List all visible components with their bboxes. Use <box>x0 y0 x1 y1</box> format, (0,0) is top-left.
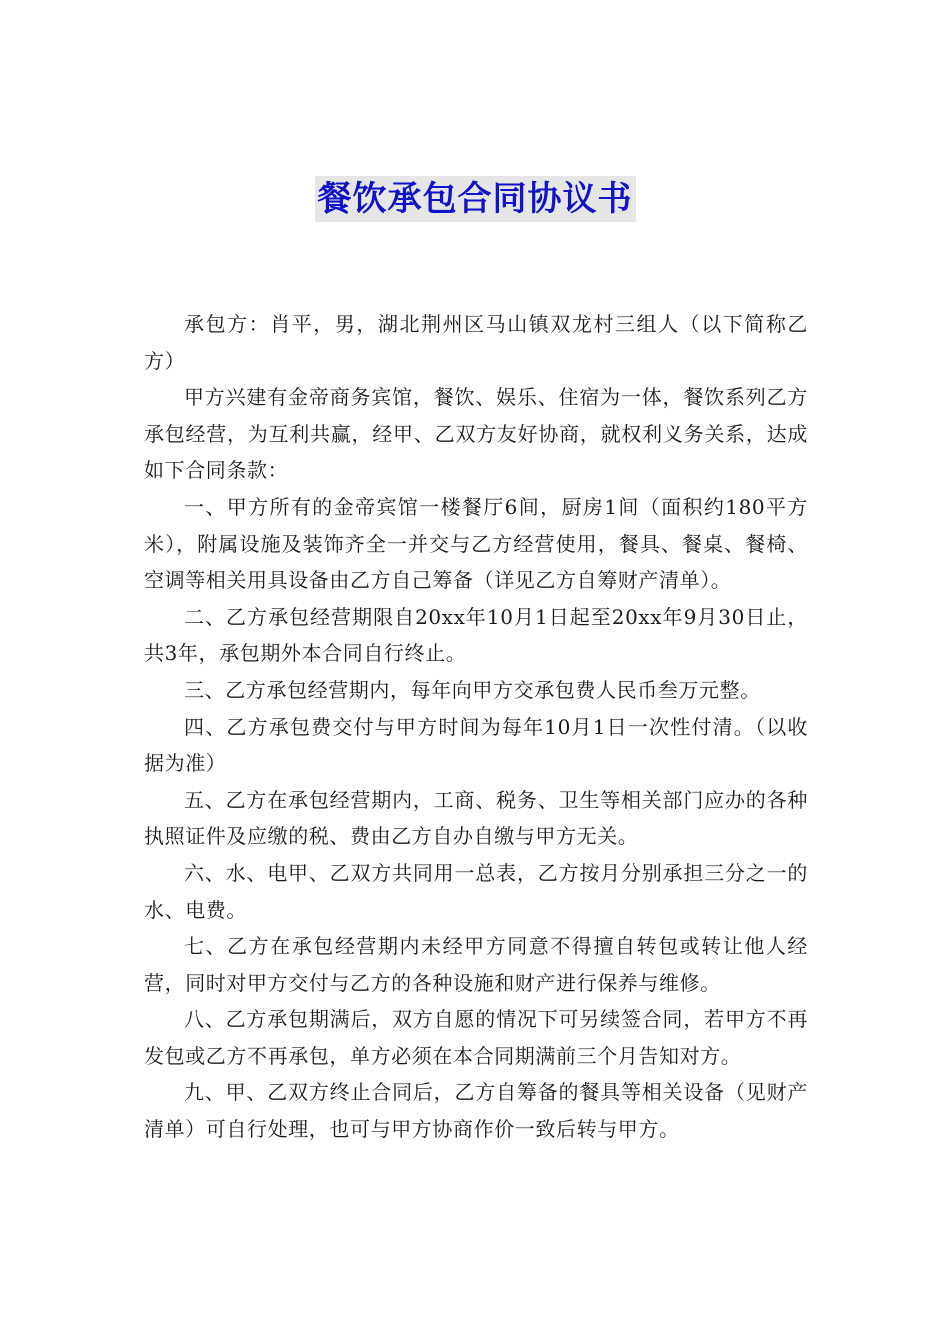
paragraph-clause-8: 八、乙方承包期满后，双方自愿的情况下可另续签合同，若甲方不再发包或乙方不再承包，单方必须在本合同期满前三个月告知对方。 <box>144 1007 808 1068</box>
title-container <box>0 176 950 222</box>
paragraph-clause-7: 七、乙方在承包经营期内未经甲方同意不得擅自转包或转让他人经营，同时对甲方交付与乙方的各种设施和财产进行保养与维修。 <box>144 934 808 995</box>
document-title: 餐饮承包合同协议书 <box>315 176 636 222</box>
paragraph-contractor: 承包方：肖平，男，湖北荆州区马山镇双龙村三组人（以下简称乙方） <box>144 312 808 373</box>
paragraph-clause-5: 五、乙方在承包经营期内，工商、税务、卫生等相关部门应办的各种执照证件及应缴的税、费由乙方自办自缴与甲方无关。 <box>144 787 808 849</box>
paragraph-clause-9: 九、甲、乙双方终止合同后，乙方自筹备的餐具等相关设备（见财产清单）可自行处理，也可与甲方协商作价一致后转与甲方。 <box>144 1080 808 1142</box>
document-body <box>144 306 808 1148</box>
paragraph-clause-2: 二、乙方承包经营期限自20xx年10月1日起至20xx年9月30日止，共3年，承包期外本合同自行终止。 <box>144 604 808 666</box>
paragraph-clause-1: 一、甲方所有的金帝宾馆一楼餐厅6间，厨房1间（面积约180平方米），附属设施及装饰齐全一并交与乙方经营使用，餐具、餐桌、餐椅、空调等相关用具设备由乙方自己筹备（详见乙方自筹财产清单）。 <box>144 494 808 593</box>
paragraph-clause-4: 四、乙方承包费交付与甲方时间为每年10月1日一次性付清。（以收据为准） <box>144 714 808 776</box>
paragraph-preamble: 甲方兴建有金帝商务宾馆，餐饮、娱乐、住宿为一体，餐饮系列乙方承包经营，为互利共赢，经甲、乙双方友好协商，就权利义务关系，达成如下合同条款： <box>144 385 808 483</box>
paragraph-clause-6: 六、水、电甲、乙双方共同用一总表，乙方按月分别承担三分之一的水、电费。 <box>144 860 808 922</box>
paragraph-clause-3: 三、乙方承包经营期内，每年向甲方交承包费人民币叁万元整。 <box>184 677 761 702</box>
